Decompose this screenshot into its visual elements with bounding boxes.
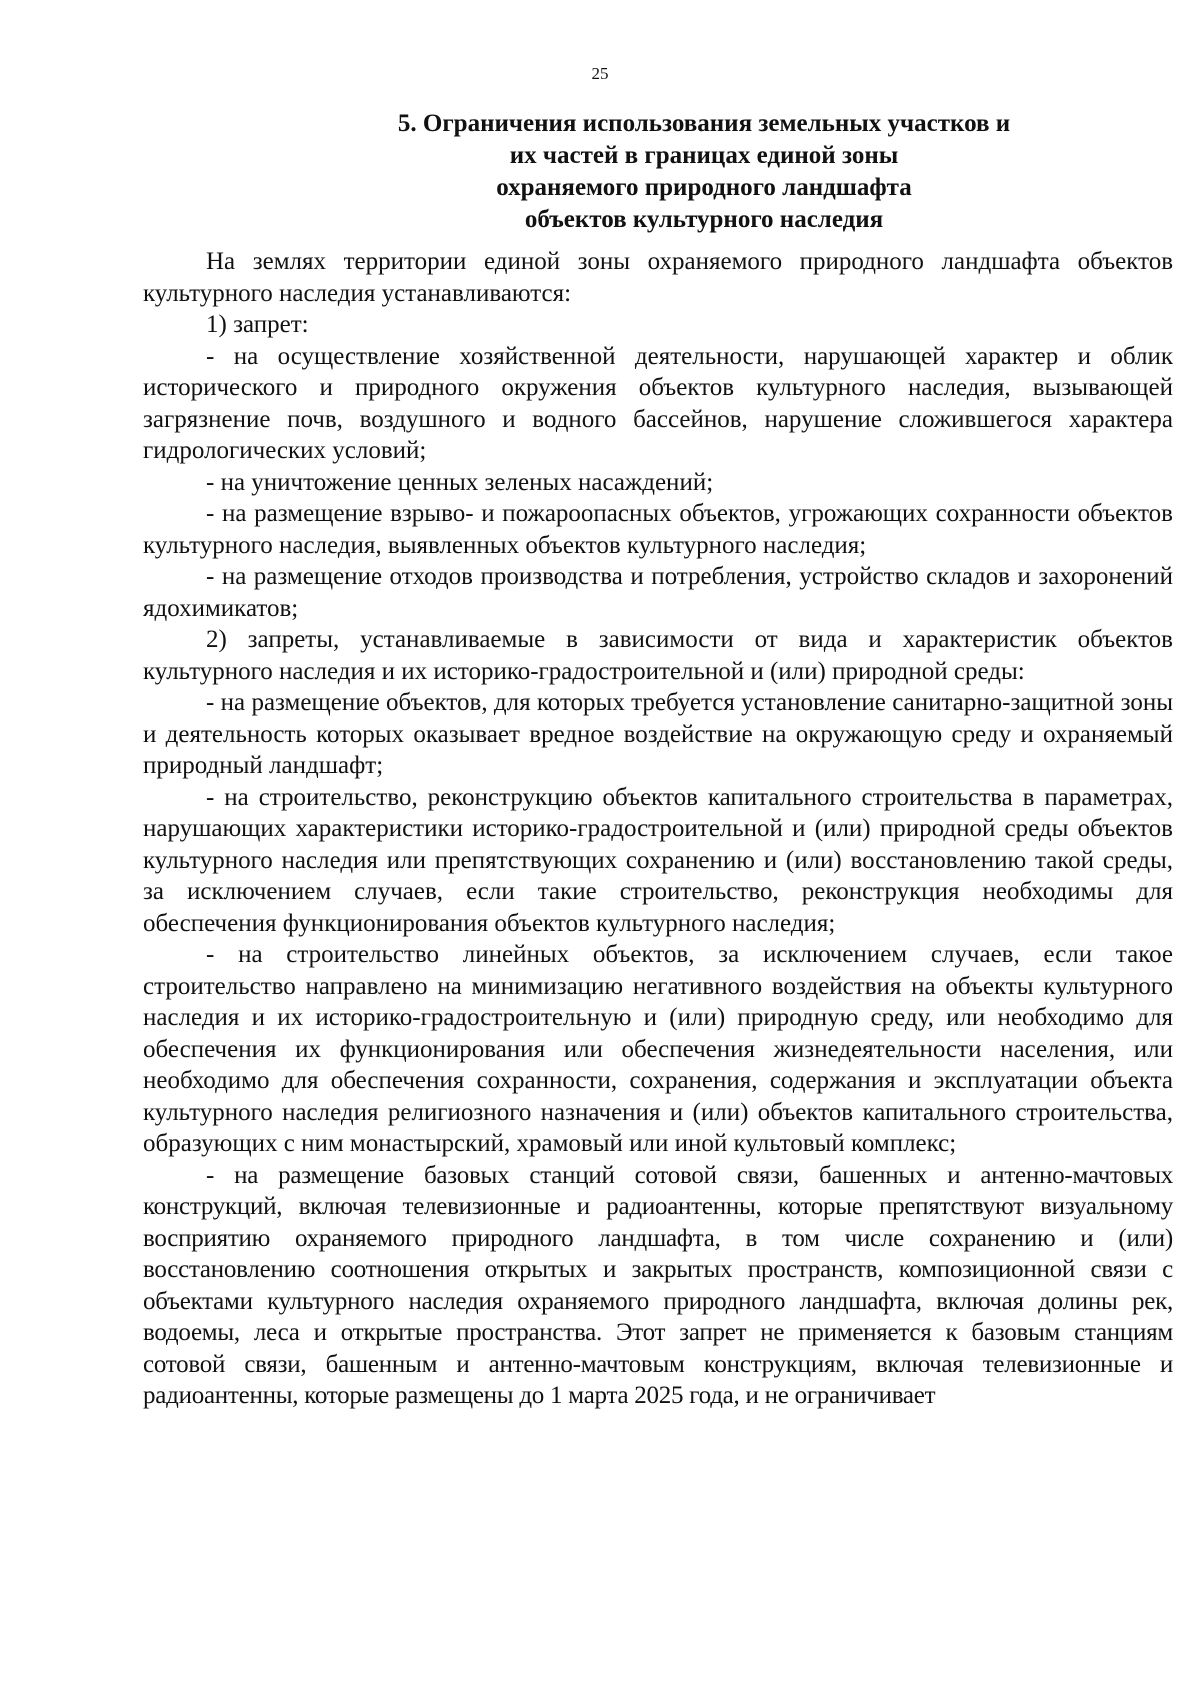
heading-line: их частей в границах единой зоны: [509, 142, 899, 169]
paragraph: - на размещение взрыво- и пожароопасных объектов, угрожающих сохранности объектов культурного наследия, выявленных объектов культурного наследия;: [143, 500, 1173, 559]
body-text: [143, 246, 1173, 1412]
heading-line: 5. Ограничения использования земельных участков и: [397, 110, 1011, 137]
paragraph: - на строительство, реконструкцию объектов капитального строительства в параметрах, нарушающих характеристики историко-градостроительной и (или) природной среды объектов культурного наследия или препятствующих сохранению и (или) восстановлению такой среды, за исключением случаев, если такие строительство, реконструкция необходимы для обеспечения функционирования объектов культурного наследия;: [143, 783, 1173, 937]
paragraph: - на осуществление хозяйственной деятельности, нарушающей характер и облик исторического и природного окружения объектов культурного наследия, вызывающей загрязнение почв, воздушного и водного бассейнов, нарушение сложившегося характера гидрологических условий;: [143, 342, 1173, 464]
paragraph: 2) запреты, устанавливаемые в зависимости от вида и характеристик объектов культурного наследия и их историко-градостроительной и (или) природной среды:: [143, 626, 1173, 685]
paragraph: На землях территории единой зоны охраняемого природного ландшафта объектов культурного наследия устанавливаются:: [143, 248, 1173, 307]
page-number: 25: [591, 64, 609, 83]
paragraph: 1) запрет:: [206, 311, 309, 338]
paragraph: - на строительство линейных объектов, за исключением случаев, если такое строительство направлено на минимизацию негативного воздействия на объекты культурного наследия и их историко-градостроительную и (или) природную среду, или необходимо для обеспечения их функционирования или обеспечения жизнедеятельности населения, или необходимо для обеспечения сохранности, сохранения, содержания и эксплуатации объекта культурного наследия религиозного назначения и (или) объектов капитального строительства, образующих с ним монастырский, храмовый или иной культовый комплекс;: [143, 941, 1173, 1157]
heading-line: охраняемого природного ландшафта: [496, 174, 912, 201]
paragraph: - на размещение объектов, для которых требуется установление санитарно-защитной зоны и деятельность которых оказывает вредное воздействие на окружающую среду и охраняемый природный ландшафт;: [143, 689, 1173, 779]
heading-line: объектов культурного наследия: [524, 206, 884, 233]
paragraph: - на уничтожение ценных зеленых насаждений;: [206, 468, 714, 496]
paragraph: - на размещение базовых станций сотовой связи, башенных и антенно-мачтовых конструкций, включая телевизионные и радиоантенны, которые препятствуют визуальному восприятию охраняемого природного ландшафта, в том числе сохранению и (или) восстановлению соотношения открытых и закрытых пространств, композиционной связи с объектами культурного наследия охраняемого природного ландшафта, включая долины рек, водоемы, леса и открытые пространства. Этот запрет не применяется к базовым станциям сотовой связи, башенным и антенно-мачтовым конструкциям, включая телевизионные и радиоантенны, которые размещены до 1 марта 2025 года, и не ограничивает: [143, 1161, 1173, 1409]
section-heading: [300, 108, 1108, 236]
paragraph: - на размещение отходов производства и потребления, устройство складов и захоронений ядохимикатов;: [143, 563, 1173, 622]
